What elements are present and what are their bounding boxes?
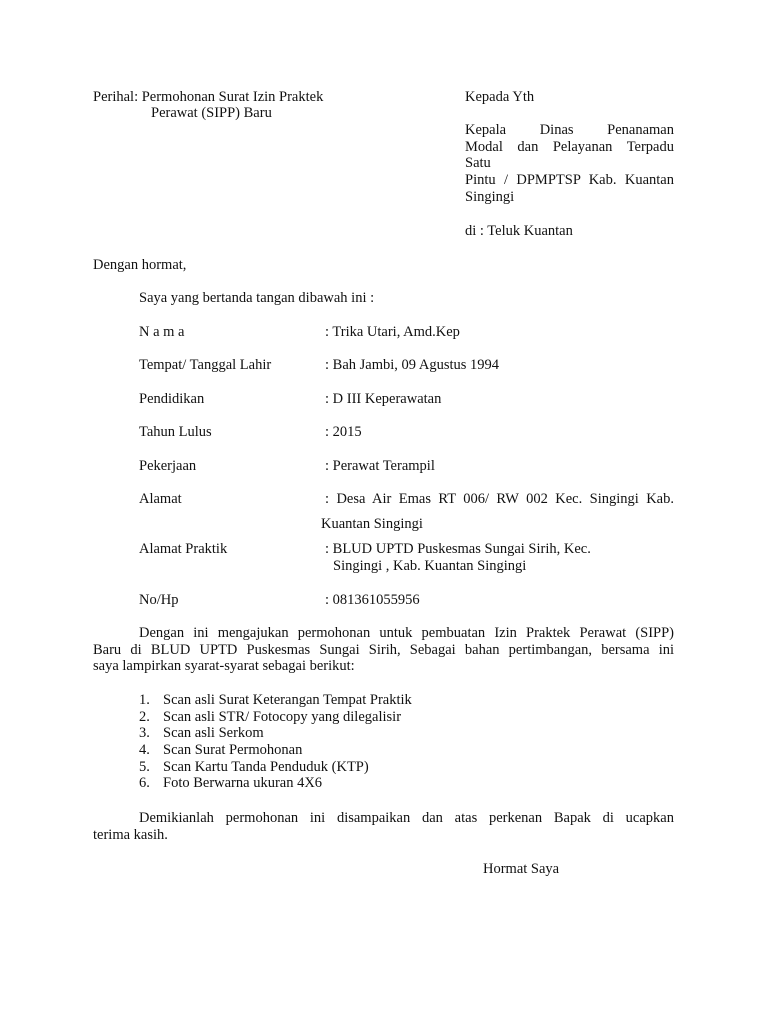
list-item-number: 5. bbox=[139, 758, 150, 775]
recipient-line-3: Satu bbox=[465, 155, 491, 171]
recipient-location: di : Teluk Kuantan bbox=[465, 223, 573, 239]
closing-line-1: Demikianlah permohonan ini disampaikan dan atas perkenan Bapak di ucapkan bbox=[139, 810, 674, 826]
list-item-text: Scan Kartu Tanda Penduduk (KTP) bbox=[163, 758, 369, 775]
recipient-line-1: Kepala Dinas Penanaman bbox=[465, 122, 674, 138]
body-paragraph-line-1: Dengan ini mengajukan permohonan untuk pembuatan Izin Praktek Perawat (SIPP) bbox=[139, 625, 674, 641]
pendidikan-value: : D III Keperawatan bbox=[325, 391, 442, 407]
ttl-value: : Bah Jambi, 09 Agustus 1994 bbox=[325, 357, 500, 373]
list-item bbox=[139, 775, 412, 792]
closing-line-2: terima kasih. bbox=[93, 827, 168, 843]
recipient-line-2: Modal dan Pelayanan Terpadu bbox=[465, 139, 674, 155]
subject-line-1: Perihal: Permohonan Surat Izin Praktek bbox=[93, 89, 324, 105]
pendidikan-label: Pendidikan bbox=[139, 391, 205, 407]
alamat-label: Alamat bbox=[139, 491, 182, 507]
list-item bbox=[139, 692, 412, 709]
list-item-text: Scan Surat Permohonan bbox=[163, 742, 303, 759]
hp-label: No/Hp bbox=[139, 592, 179, 608]
nama-label: N a m a bbox=[139, 324, 185, 340]
list-item-text: Scan asli STR/ Fotocopy yang dilegalisir bbox=[163, 708, 402, 725]
pekerjaan-label: Pekerjaan bbox=[139, 458, 197, 474]
list-item-text: Scan asli Serkom bbox=[163, 725, 264, 742]
recipient-line-5: Singingi bbox=[465, 189, 515, 205]
list-item-number: 2. bbox=[139, 708, 150, 725]
alamat-praktik-value-line-1: : BLUD UPTD Puskesmas Sungai Sirih, Kec. bbox=[325, 541, 591, 557]
hp-value: : 081361055956 bbox=[325, 592, 420, 608]
list-item bbox=[139, 725, 412, 742]
intro-text: Saya yang bertanda tangan dibawah ini : bbox=[139, 290, 375, 306]
subject-line-2: Perawat (SIPP) Baru bbox=[151, 105, 272, 121]
salutation: Dengan hormat, bbox=[93, 257, 187, 273]
list-item-number: 4. bbox=[139, 742, 150, 759]
list-item-text: Foto Berwarna ukuran 4X6 bbox=[163, 775, 323, 792]
alamat-praktik-value-line-2: Singingi , Kab. Kuantan Singingi bbox=[333, 558, 527, 574]
signoff: Hormat Saya bbox=[483, 861, 560, 877]
tahun-lulus-value: : 2015 bbox=[325, 424, 362, 440]
list-item bbox=[139, 742, 412, 759]
nama-value: : Trika Utari, Amd.Kep bbox=[325, 324, 460, 340]
body-paragraph-line-3: saya lampirkan syarat-syarat sebagai berikut: bbox=[93, 658, 355, 674]
alamat-value-line-1: : Desa Air Emas RT 006/ RW 002 Kec. Singingi Kab. bbox=[325, 491, 674, 507]
to-greeting: Kepada Yth bbox=[465, 89, 535, 105]
alamat-praktik-label: Alamat Praktik bbox=[139, 541, 228, 557]
alamat-value-line-2: Kuantan Singingi bbox=[321, 516, 423, 532]
list-item-number: 1. bbox=[139, 692, 150, 708]
tahun-lulus-label: Tahun Lulus bbox=[139, 424, 212, 440]
list-item bbox=[139, 709, 412, 726]
ttl-label: Tempat/ Tanggal Lahir bbox=[139, 357, 272, 373]
recipient-line-4: Pintu / DPMPTSP Kab. Kuantan bbox=[465, 172, 674, 188]
list-item-number: 6. bbox=[139, 775, 150, 792]
body-paragraph-line-2: Baru di BLUD UPTD Puskesmas Sungai Sirih, Sebagai bahan pertimbangan, bersama ini bbox=[93, 642, 674, 658]
list-item-number: 3. bbox=[139, 725, 150, 742]
pekerjaan-value: : Perawat Terampil bbox=[325, 458, 435, 474]
requirements-list bbox=[139, 692, 412, 792]
list-item-text: Scan asli Surat Keterangan Tempat Praktik bbox=[163, 692, 412, 708]
list-item bbox=[139, 759, 412, 776]
